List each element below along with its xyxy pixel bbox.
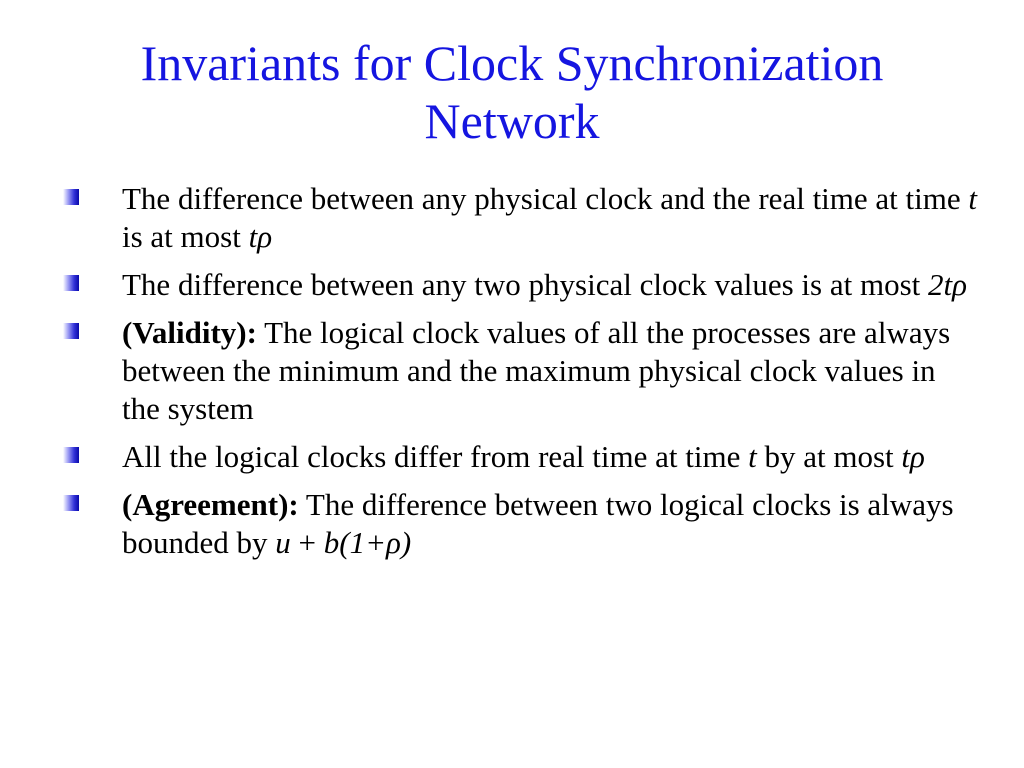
square-bullet-icon	[63, 447, 79, 463]
bullet-item-5	[60, 486, 980, 562]
square-bullet-icon	[63, 275, 79, 291]
bullet-3-text: The logical clock values of all the processes are always between the minimum and the maximum physical clock values in the system	[122, 315, 951, 426]
bullet-text-3	[122, 315, 950, 426]
bullet-4-text: All the logical clocks differ from real time at time	[122, 439, 749, 474]
bullet-text-1	[122, 181, 977, 254]
bullet-4-var-t: t	[748, 439, 757, 474]
bullet-5-text: The difference between two logical clocks is always bounded by	[122, 487, 954, 560]
bullet-5-var-bound: b(1+ρ)	[323, 525, 412, 560]
slide-title-line-2: Network	[424, 93, 600, 149]
square-bullet-icon	[63, 189, 79, 205]
slide-title-line-1: Invariants for Clock Synchronization	[140, 35, 884, 91]
bullet-item-3	[60, 314, 980, 428]
square-bullet-icon	[63, 495, 79, 511]
bullet-5-text-2: +	[290, 525, 324, 560]
bullet-4-text-2: by at most	[756, 439, 902, 474]
bullet-item-4	[60, 438, 980, 476]
bullet-item-2	[60, 266, 980, 304]
bullet-1-text: The difference between any physical clock and the real time at time	[122, 181, 969, 216]
square-bullet-icon	[63, 323, 79, 339]
bullet-1-var-t: t	[968, 181, 978, 216]
slide-title	[0, 34, 1024, 150]
bullet-text-4	[122, 439, 925, 474]
bullet-text-2	[122, 267, 967, 302]
bullet-5-label: (Agreement):	[122, 487, 299, 522]
bullet-1-text-2: is at most	[122, 219, 249, 254]
bullet-3-label: (Validity):	[122, 315, 257, 350]
bullet-text-5	[122, 487, 954, 560]
bullet-2-text: The difference between any two physical clock values is at most	[122, 267, 929, 302]
bullet-4-var-trho: tρ	[901, 439, 925, 474]
bullet-2-var-2trho: 2tρ	[928, 267, 968, 302]
bullet-5-var-u: u	[275, 525, 291, 560]
bullet-list	[60, 180, 980, 572]
bullet-item-1	[60, 180, 980, 256]
bullet-1-var-trho: tρ	[248, 219, 273, 254]
